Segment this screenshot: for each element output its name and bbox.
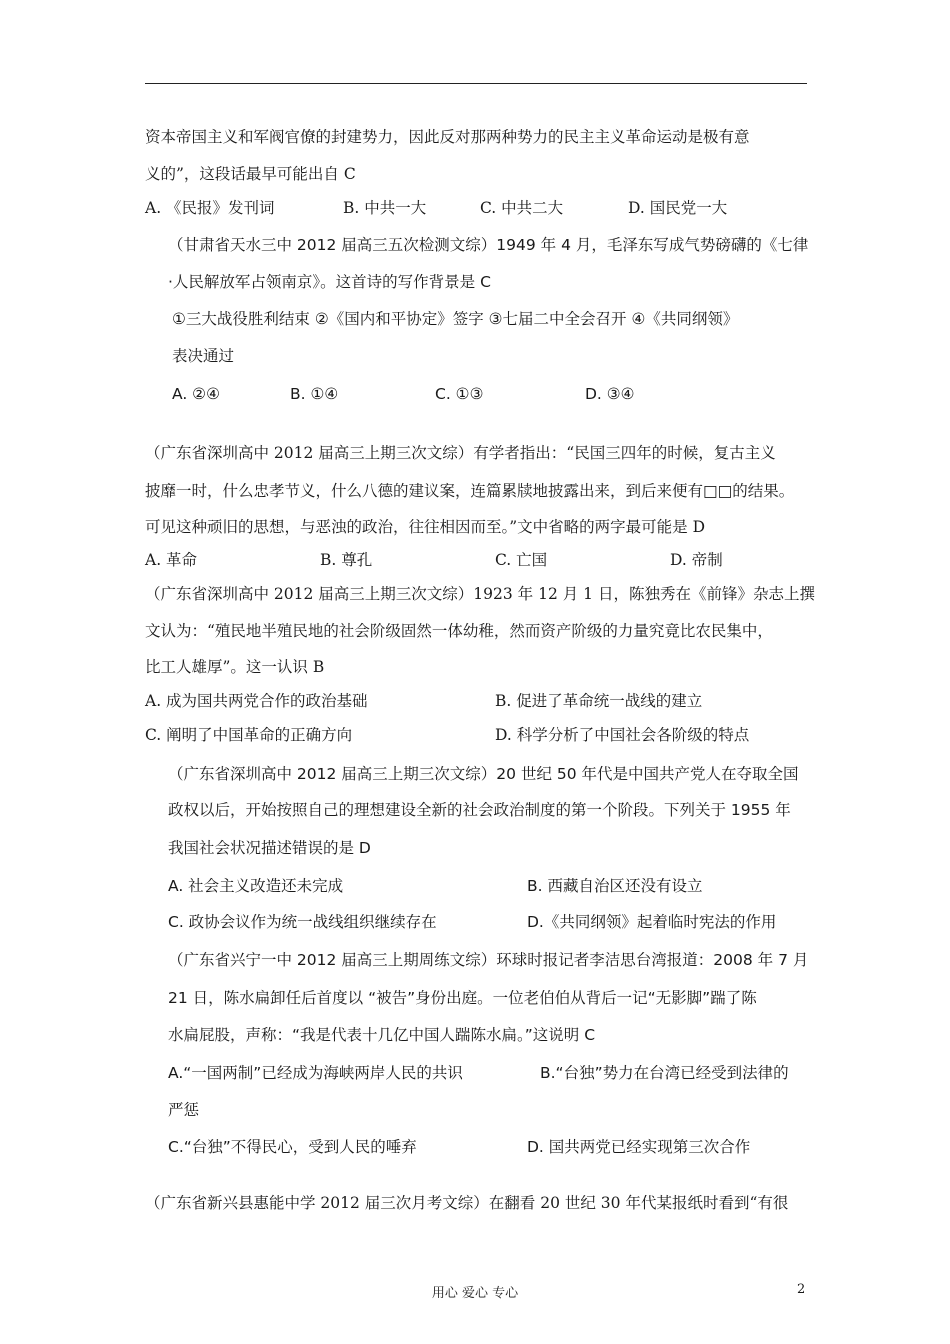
q2-option-d: D. 帝制 xyxy=(670,551,723,569)
q5-option-b: B.“台独”势力在台湾已经受到法律的 xyxy=(540,1064,789,1082)
q0-line-2: 义的”，这段话最早可能出自 C xyxy=(145,165,356,183)
q1-option-b: B. ①④ xyxy=(290,385,339,403)
q4-option-c: C. 政协会议作为统一战线组织继续存在 xyxy=(168,913,437,931)
q4-line-1: （广东省深圳高中 2012 届高三上期三次文综）20 世纪 50 年代是中国共产党人在夺取全国 xyxy=(168,765,799,783)
q2-option-c: C. 亡国 xyxy=(495,551,548,569)
q1-line-4: 表决通过 xyxy=(172,347,235,365)
q2-option-b: B. 尊孔 xyxy=(320,551,373,569)
q1-line-2: ·人民解放军占领南京》。这首诗的写作背景是 C xyxy=(168,273,491,291)
q0-option-a: A. 《民报》发刊词 xyxy=(145,199,275,217)
q3-line-3: 比工人雄厚”。这一认识 B xyxy=(145,658,325,676)
q5-option-b-cont: 严惩 xyxy=(168,1101,200,1119)
page-footer: 用心 爱心 专心 xyxy=(431,1286,519,1301)
q3-option-b: B. 促进了革命统一战线的建立 xyxy=(495,692,703,710)
q4-option-b: B. 西藏自治区还没有设立 xyxy=(527,877,703,895)
page-number: 2 xyxy=(797,1282,806,1297)
q3-option-a: A. 成为国共两党合作的政治基础 xyxy=(145,692,368,710)
q1-option-d: D. ③④ xyxy=(585,385,635,403)
q6-line-1: （广东省新兴县惠能中学 2012 届三次月考文综）在翻看 20 世纪 30 年代某报纸时看到“有很 xyxy=(145,1194,789,1212)
q4-option-a: A. 社会主义改造还未完成 xyxy=(168,877,344,895)
q4-option-d: D.《共同纲领》起着临时宪法的作用 xyxy=(527,913,777,931)
q5-option-c: C.“台独”不得民心，受到人民的唾弃 xyxy=(168,1138,417,1156)
q0-option-c: C. 中共二大 xyxy=(480,199,564,217)
q4-line-2: 政权以后，开始按照自己的理想建设全新的社会政治制度的第一个阶段。下列关于 1955 年 xyxy=(168,801,791,819)
q5-line-1: （广东省兴宁一中 2012 届高三上期周练文综）环球时报记者李洁思台湾报道：2008 年 7 月 xyxy=(168,951,809,969)
q2-line-2: 披靡一时，什么忠孝节义，什么八德的建议案，连篇累牍地披露出来，到后来便有□□的结果。 xyxy=(145,482,795,500)
q1-line-3: ①三大战役胜利结束 ②《国内和平协定》签字 ③七届二中全会召开 ④《共同纲领》 xyxy=(172,310,739,328)
q3-line-2: 文认为：“殖民地半殖民地的社会阶级固然一体幼稚，然而资产阶级的力量究竟比农民集中， xyxy=(145,622,773,640)
q0-option-b: B. 中共一大 xyxy=(343,199,427,217)
q5-line-2: 21 日，陈水扁卸任后首度以 “被告”身份出庭。一位老伯伯从背后一记“无影脚”踹了陈 xyxy=(168,989,757,1007)
q4-line-3: 我国社会状况描述错误的是 D xyxy=(168,839,371,857)
q5-line-3: 水扁屁股，声称：“我是代表十几亿中国人踹陈水扁。”这说明 C xyxy=(168,1026,596,1044)
q1-line-1: （甘肃省天水三中 2012 届高三五次检测文综）1949 年 4 月，毛泽东写成气势磅礴的《七律 xyxy=(168,236,809,254)
q3-line-1: （广东省深圳高中 2012 届高三上期三次文综）1923 年 12 月 1 日，陈独秀在《前锋》杂志上撰 xyxy=(145,585,815,603)
q0-line-1: 资本帝国主义和军阀官僚的封建势力，因此反对那两种势力的民主主义革命运动是极有意 xyxy=(145,128,750,146)
q3-option-d: D. 科学分析了中国社会各阶级的特点 xyxy=(495,726,750,744)
header-rule xyxy=(145,83,807,84)
q5-option-d: D. 国共两党已经实现第三次合作 xyxy=(527,1138,751,1156)
q5-option-a: A.“一国两制”已经成为海峡两岸人民的共识 xyxy=(168,1064,463,1082)
q3-option-c: C. 阐明了中国革命的正确方向 xyxy=(145,726,353,744)
q2-option-a: A. 革命 xyxy=(145,551,198,569)
q2-line-3: 可见这种顽旧的思想，与恶浊的政治，往往相因而至。”文中省略的两字最可能是 D xyxy=(145,518,706,536)
q1-option-a: A. ②④ xyxy=(172,385,220,403)
q2-line-1: （广东省深圳高中 2012 届高三上期三次文综）有学者指出：“民国三四年的时候，复古主义 xyxy=(145,444,776,462)
q1-option-c: C. ①③ xyxy=(435,385,484,403)
q0-option-d: D. 国民党一大 xyxy=(628,199,728,217)
